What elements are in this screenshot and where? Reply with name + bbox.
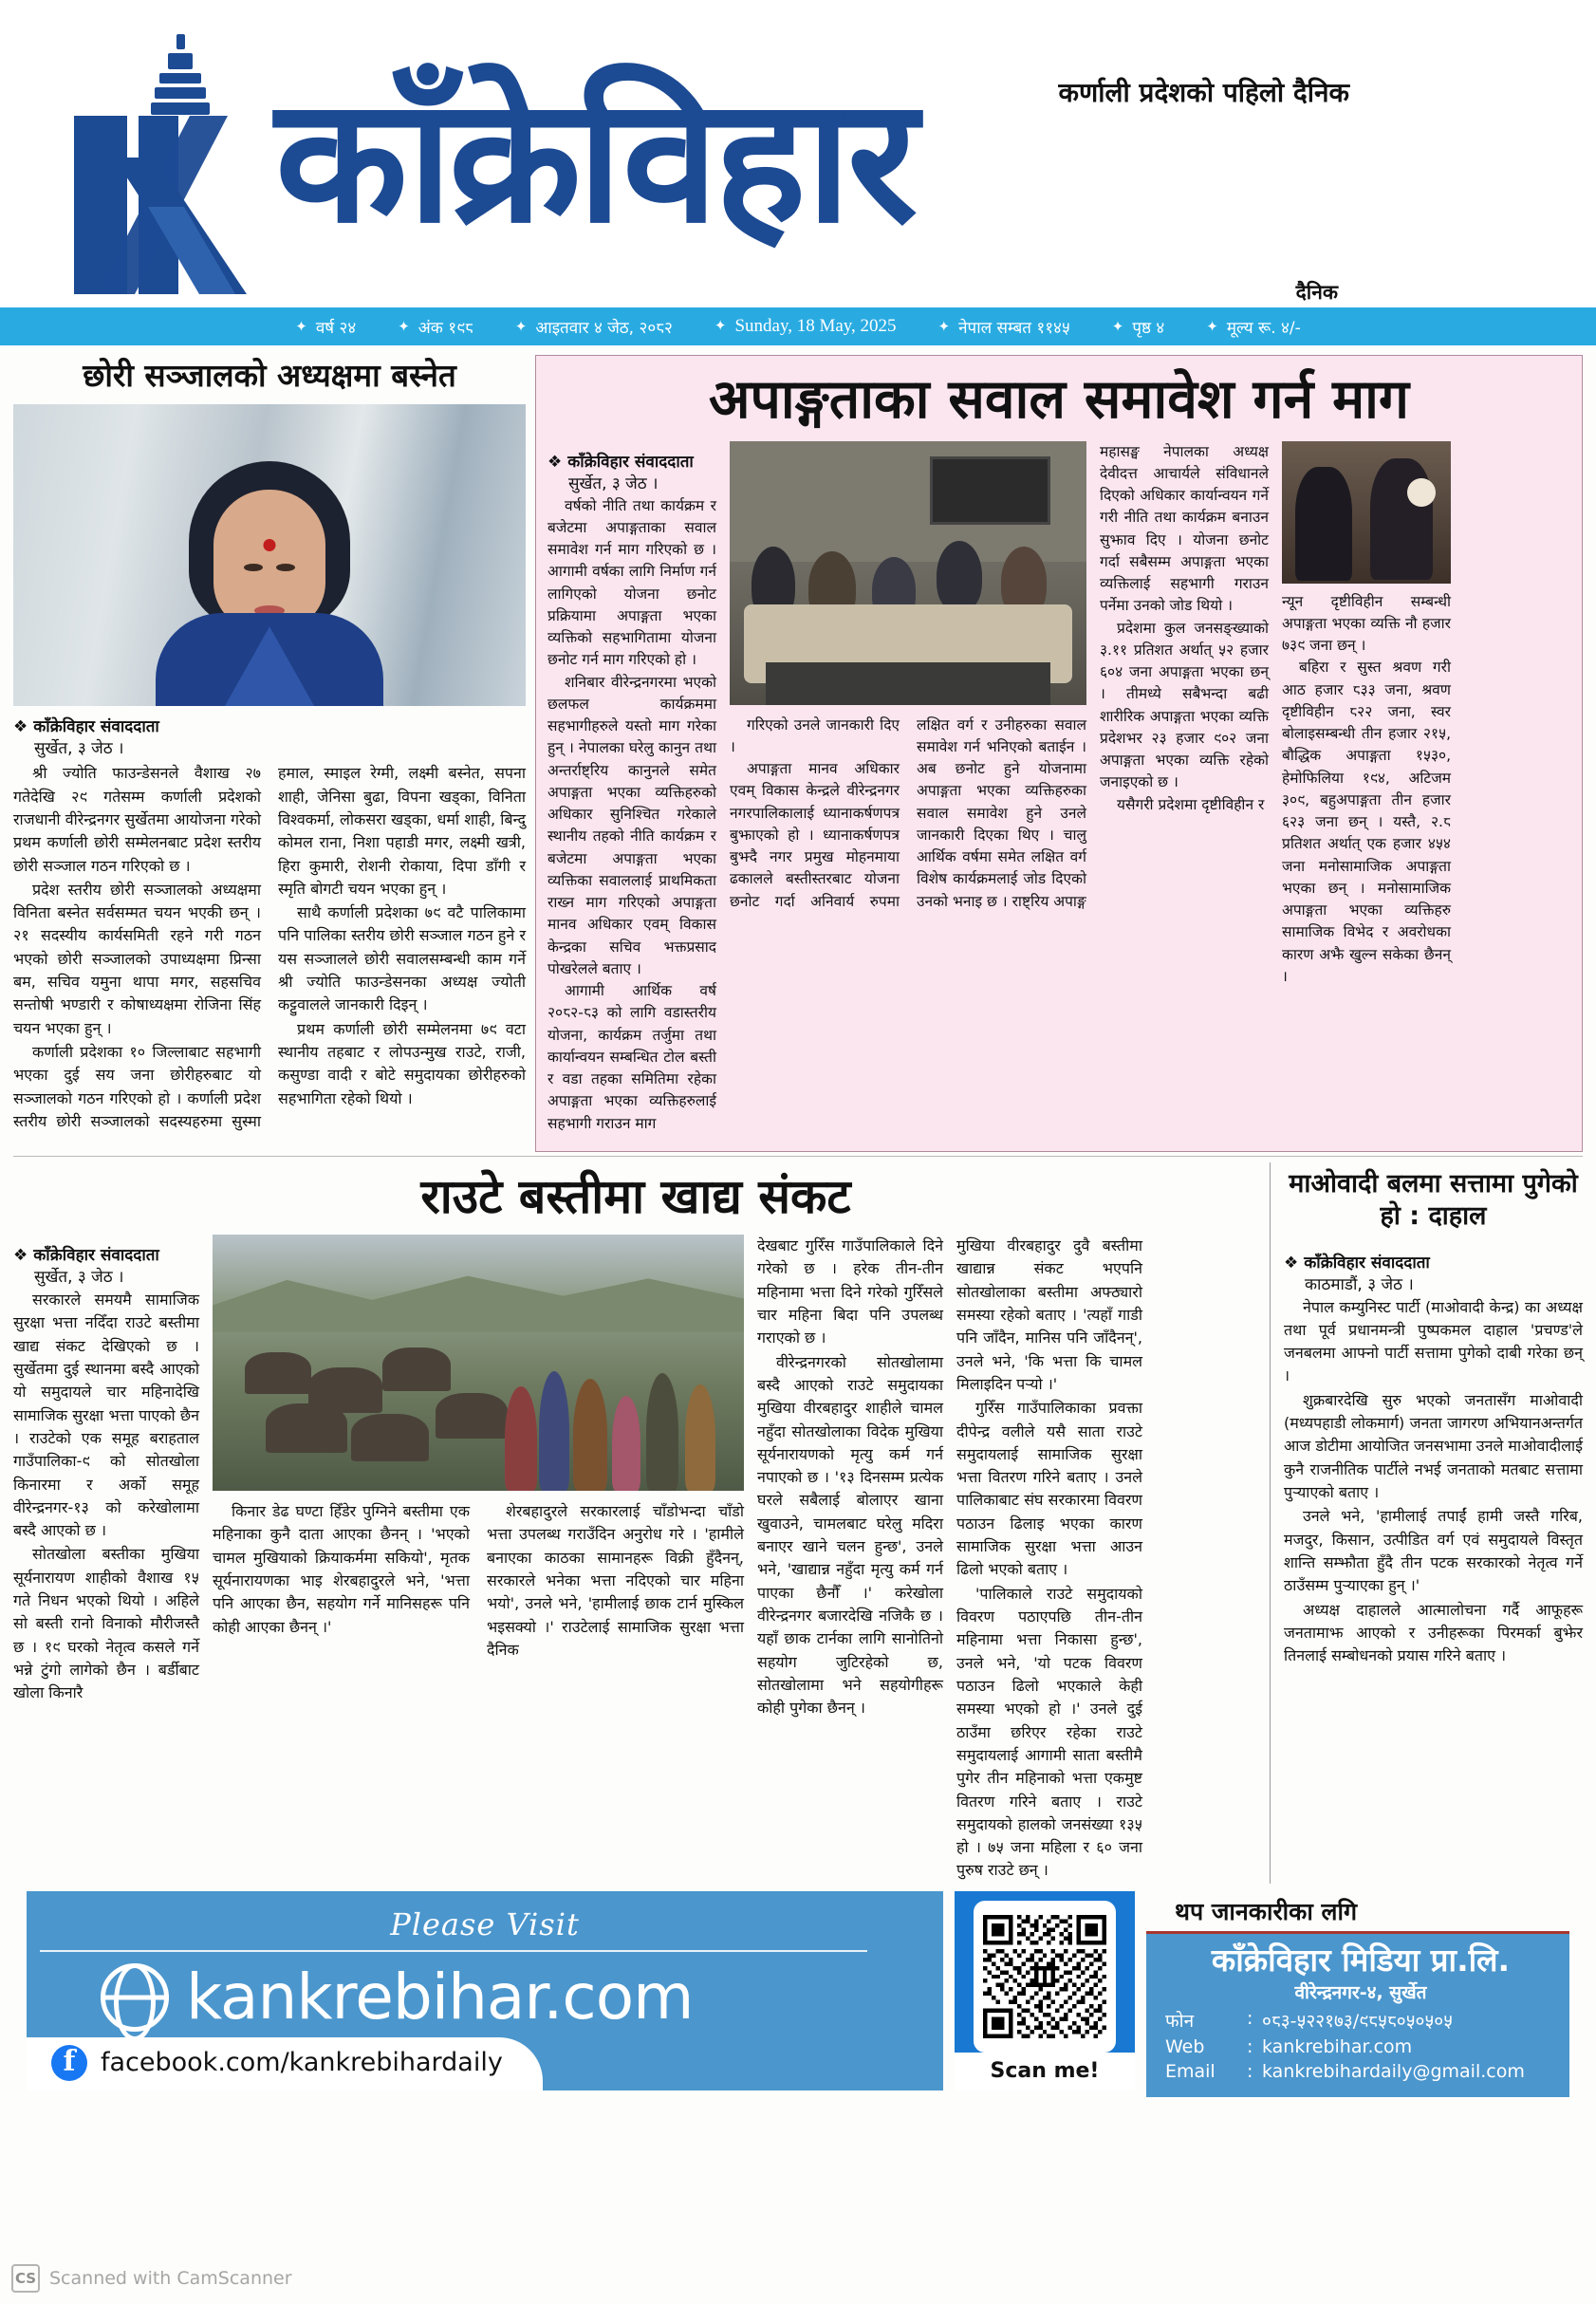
contact-information (1146, 1891, 1569, 2097)
feature-col2-body (730, 713, 1086, 913)
contact-phone-label: फोन (1165, 2011, 1195, 2033)
contact-header-label: थप जानकारीका लगि (1146, 1891, 1569, 1934)
photo-hut (382, 1347, 451, 1391)
raute-column-2 (213, 1235, 744, 1884)
story-apangata-photo-2 (1282, 441, 1451, 584)
raute-column-4 (956, 1235, 1142, 1884)
paragraph: गरिएको उनले जानकारी दिए । (730, 715, 900, 755)
story-dahal-dateline: काठमाडौं, ३ जेठ । (1305, 1274, 1414, 1294)
paragraph: उनले भने, 'हामीलाई तपाईं हामी जस्तै गरिब, मजदुर, किसान, उत्पीडित वर्ग एवं समुदायले विस्तृत शान्ति सम्झौता हुँदै तीन पटक सरकारको नेतृत्व गर्ने ठाउँसम्म पुऱ्याएका हुन् ।' (1284, 1507, 1583, 1595)
story-raute-photo (213, 1235, 744, 1491)
diamond-bullet-icon: ❖ (1284, 1253, 1299, 1273)
story-apangata-dateline: सुर्खेत, ३ जेठ । (568, 474, 659, 493)
qr-phone-frame (974, 1901, 1116, 2053)
paragraph: यसैगरी प्रदेशमा दृष्टीविहीन र (1117, 795, 1265, 813)
feature-col3-body (1100, 441, 1269, 816)
feature-col4-body (1282, 591, 1451, 989)
paragraph: वीरेन्द्रनगरको सोतखोलामा बस्दै आएको राउटे समुदायका मुखिया वीरबहादुर शाहीले चामल नहुँदा सोतखोलाका विदेक मुखिया सूर्यनारायणको मृत्यु कर्म गर्न नपाएको छ । '१३ दिनसम्म प्रत्येक घरले सबैलाई बोलाएर खाना खुवाउने, चामलबाट घरेलु मदिरा बनाएर खाने चलन हुन्छ', उनले भने, 'खाद्यान्न नहुँदा मृत्यु कर्म गर्न पाएका छैनौँ ।' करेखोला वीरेन्द्रनगर बजारदेखि नजिकै छ । यहाँ छाक टार्नका लागि सानोतिनो सहयोग जुटिरहेको छ, सोतखोलामा भने सहयोगीहरू कोही पुगेका छैनन् । (757, 1352, 943, 1718)
info-date-en (694, 316, 918, 337)
kankrebihar-logo-icon (57, 34, 294, 292)
contact-email-label: Email (1165, 2061, 1216, 2083)
photo-bindi (264, 539, 276, 551)
info-date-en-label: Sunday, 18 May, 2025 (734, 316, 897, 336)
camscanner-watermark (11, 2264, 292, 2293)
info-pages (1091, 316, 1186, 338)
story-dahal (1270, 1162, 1583, 1884)
photo-person (646, 1373, 678, 1491)
story-raute-grid (13, 1235, 1258, 1884)
story-raute-headline: राउटे बस्तीमा खाद्य संकट (420, 1169, 851, 1224)
raute-col4-body (956, 1235, 1142, 1883)
raute-column-3 (757, 1235, 943, 1884)
story-chhori-photo (13, 404, 526, 706)
story-chhori-byline-label: काँक्रेविहार संवाददाता (33, 717, 159, 737)
scan-me-label: Scan me! (955, 2053, 1135, 2090)
stupa-icon (147, 34, 213, 124)
paragraph: प्रथम कर्णाली छोरी सम्मेलनमा ७९ वटा स्थानीय तहबाट र लोपउन्मुख राउटे, राजी, कसुण्डा वादी र बोटे समुदायका छोरीहरुको सहभागिता रहेको थियो । (278, 1019, 526, 1107)
paragraph: मुखिया वीरबहादुर दुवै बस्तीमा खाद्यान्न संकट भएपनि सोतखोलाका बस्तीमा अफ्ठ्यारो समस्या रहेको बताए । 'त्यहाँ गाडी पनि जाँदैन, मानिस पनि जाँदैनन्', उनले भने, 'कि भत्ता कि चामल मिलाइदिन पऱ्यो ।' (956, 1236, 1142, 1393)
photo-hut (351, 1414, 429, 1461)
story-raute-dateline: सुर्खेत, ३ जेठ । (34, 1268, 124, 1287)
paragraph: शेरबहादुरले सरकारलाई चाँडोभन्दा चाँडो भत्ता उपलब्ध गराउँदिन अनुरोध गरे । 'हामीले बनाएका काठका सामानहरू विक्री हुँदैनन्, सरकारले भनेका भत्ता नदिएको चार महिना भयो', उनले भने, 'हामीलाई छाक टार्न मुस्किल भइसक्यो ।' राउटेलाई सामाजिक सुरक्षा भत्ता दैनिक (487, 1502, 744, 1659)
paragraph: अध्यक्ष दाहालले आत्मालोचना गर्दै आफूहरू जनतामाझ आएको र उनीहरूका पिरमर्का बुझेर तिनलाई सम्बोधनको प्रयास गरिने बताए । (1284, 1600, 1583, 1665)
contact-web-value[interactable]: kankrebihar.com (1262, 2036, 1413, 2058)
paragraph: 'पालिकाले राउटे समुदायको विवरण पठाएपछि तीन-तीन महिनामा भत्ता निकासा हुन्छ', उनले भने, 'यो पटक विवरण पठाउन ढिलो भएकाले केही समस्या भएको हो ।' उनले दुई ठाउँमा छरिएर रहेका राउटे समुदायलाई आगामी साता बस्तीमै पुगेर तीन महिनाको भत्ता एकमुष्ट वितरण गरिने बताए । राउटे समुदायको हालको जनसंख्या १३५ हो । ७५ जना महिला र ६० जना पुरुष राउटे छन् । (956, 1584, 1142, 1880)
feature-column-3 (1100, 441, 1269, 1135)
contact-separator: : (1247, 2036, 1253, 2058)
paragraph: श्री ज्योति फाउन्डेसनले वैशाख २७ गतेदेखि २९ गतेसम्म कर्णाली प्रदेशको राजधानी वीरेन्द्रनगर सुर्खेतमा आयोजना गरेको प्रथम कर्णाली छोरी सम्मेलनबाट प्रदेश स्तरीय छोरी सञ्जाल गठन गरिएको छ । (13, 764, 261, 875)
website-advertisement[interactable] (27, 1891, 943, 2090)
footer-section (13, 1884, 1583, 2097)
globe-icon (101, 1963, 169, 2032)
story-apangata-headline: अपाङ्गताका सवाल समावेश गर्न माग (708, 368, 1410, 431)
contact-separator: : (1247, 2008, 1253, 2030)
paragraph: शुक्रबारदेखि सुरु भएको जनतासँग माओवादी (मध्यपहाडी लोकमार्ग) जनता जागरण अभियानअन्तर्गत आज डोटीमा आयोजित जनसभामा उनले माओवादीलाई कुनै राजनीतिक पार्टीले नभई जनताको मतबाट सत्तामा पुऱ्याएको बताए । (1284, 1390, 1583, 1501)
info-price (1185, 316, 1322, 338)
story-dahal-headline: माओवादी बलमा सत्तामा पुगेको हो : दाहाल (1289, 1169, 1578, 1231)
info-year-label: वर्ष २४ (315, 318, 357, 338)
diamond-icon: ✦ (937, 317, 951, 335)
facebook-link[interactable] (27, 2037, 543, 2090)
contact-address: वीरेन्द्रनगर-४, सुर्खेत (1294, 1982, 1427, 2004)
photo-person (539, 1371, 569, 1491)
paragraph: आगामी आर्थिक वर्ष २०८२-८३ को लागि वडास्तरीय योजना, कार्यक्रम तर्जुमा तथा कार्यान्वयन सम्बन्धित टोल बस्ती र वडा तहका समितिमा रहेका अपाङ्गता भएका व्यक्तिहरुलाई सहभागी गराउन माग (547, 982, 716, 1132)
story-chhori-body (13, 760, 526, 1133)
paragraph: शनिबार वीरेन्द्रनगरमा भएको छलफल कार्यक्रममा सहभागीहरुले यस्तो माग गरेका हुन् । नेपालका घरेलु कानुन तथा अन्तर्राष्ट्रिय कानुनले समेत अपाङ्गता भएका व्यक्तिहरुको अधिकार सुनिश्चित गरेकाले स्थानीय तहको नीति कार्यक्रम र बजेटमा अपाङ्गता भएका व्यक्तिका सवाललाई प्राथमिकता राख्न माग गरिएको अपाङ्गता मानव अधिकार एवम् विकास केन्द्रका सचिव भक्तप्रसाद पोखरेलले बताए । (547, 673, 716, 977)
photo-person (573, 1379, 607, 1491)
paragraph: नेपाल कम्युनिस्ट पार्टी (माओवादी केन्द्र) का अध्यक्ष तथा पूर्व प्रधानमन्त्री पुष्पकमल दाहाल 'प्रचण्ड'ले जनबलमा आफ्नो पार्टी सत्तामा पुगेको दाबी गरेका छन् । (1284, 1297, 1583, 1385)
paragraph: कर्णाली प्रदेशका १० जिल्लाबाट सहभागी भएका दुई सय जना छोरीहरुबाट यो सञ्जालको गठन गरिएको हो । कर्णाली प्रदेश स्तरीय छोरी सञ्जालको सदस्यहरुमा सुस्मा हमाल, स्माइल रेग्मी, लक्ष्मी बस्नेत, सपना शाही, जेनिसा बुढा, विपना खड्का, विनिता विश्वकर्मा, लोकसरा खड्का, धर्मा शाही, बिन्दु कोमल राना, निशा पहाडी मगर, लक्ष्मी खत्री, हिरा कुमारी, रोशनी रोकाया, दिपा डाँगी र स्मृति बोगटी चयन भएका हुन् । (13, 764, 526, 1130)
story-raute (13, 1162, 1258, 1884)
facebook-url-label: facebook.com/kankrebihardaily (101, 2048, 503, 2078)
contact-separator: : (1247, 2061, 1253, 2083)
paragraph: गुरिँस गाउँपालिकाका प्रवक्ता दीपेन्द्र वलीले यसै साता राउटे समुदायलाई सामाजिक सुरक्षा भत्ता वितरण गरिने बताए । उनले पालिकाबाट संघ सरकारमा विवरण पठाउन ढिलाइ भएका कारण सामाजिक सुरक्षा भत्ता आउन ढिलो भएको बताए । (956, 1399, 1142, 1579)
photo-raute-people (499, 1286, 744, 1491)
photo-hut (245, 1352, 311, 1394)
story-apangata-feature (535, 355, 1583, 1152)
diamond-icon: ✦ (1206, 317, 1218, 335)
diamond-icon: ✦ (714, 318, 727, 334)
photo-flower (1407, 478, 1436, 507)
diamond-bullet-icon: ❖ (13, 1246, 28, 1265)
qr-code-panel (955, 1891, 1135, 2090)
paragraph: प्रदेशमा कुल जनसङ्ख्याको ३.११ प्रतिशत अर्थात् ५२ हजार ६०४ जना अपाङ्गता भएका छन् । तीमध्ये सबैभन्दा बढी शारीरिक अपाङ्गता भएका व्यक्ति प्रदेशभर २३ हजार ९०२ जना अपाङ्गता भएका व्यक्ति रहेको जनाइएको छ । (1100, 619, 1269, 791)
photo-eye-left (276, 564, 295, 571)
raute-col1-body (13, 1289, 199, 1705)
story-chhori-dateline: सुर्खेत, ३ जेठ । (34, 739, 124, 759)
story-apangata-byline (547, 441, 716, 472)
facebook-icon: f (51, 2045, 87, 2081)
photo-table-front (766, 662, 1051, 704)
paragraph: सरकारले समयमै सामाजिक सुरक्षा भत्ता नदिँदा राउटे बस्तीमा खाद्य संकट देखिएको छ । सुर्खेतमा दुई स्थानमा बस्दै आएको यो समुदायले चार महिनादेखि सामाजिक सुरक्षा भत्ता पाएको छैन । राउटेको एक समूह बराहताल गाउँपालिका-९ को सोतखोला किनारमा र अर्को समूह वीरेन्द्रनगर-१३ को करेखोलामा बस्दै आएको छ । (13, 1291, 199, 1540)
masthead (0, 0, 1596, 306)
ad-url-row (27, 1952, 943, 2032)
contact-row-web (1165, 2033, 1556, 2057)
paragraph: किनार डेढ घण्टा हिँडेर पुग्निने बस्तीमा एक महिनाका कुनै दाता आएका छैनन् । 'भएको चामल मुखियाको क्रियाकर्ममा सकियो', मृतक सूर्यनारायणका भाइ शेरबहादुरले भने, 'भत्ता पनि आएका छैन, सहयोग गर्ने मानिसहरू पनि कोही आएका छैनन् ।' (213, 1502, 470, 1636)
story-apangata-grid (547, 441, 1570, 1135)
ad-website-url[interactable]: kankrebihar.com (186, 1960, 694, 2034)
raute-col2-body (213, 1498, 744, 1662)
story-dahal-body (1284, 1296, 1583, 1668)
masthead-info-bar (0, 306, 1596, 345)
contact-row-phone (1165, 2004, 1556, 2033)
middle-section (13, 1157, 1583, 1884)
story-apangata-byline-label: काँक्रेविहार संवाददाता (567, 452, 694, 472)
diamond-icon: ✦ (514, 317, 528, 335)
story-apangata-photo (730, 441, 1086, 705)
story-dahal-byline (1284, 1242, 1583, 1273)
ad-please-visit-label: Please Visit (390, 1905, 580, 1942)
paragraph: बहिरा र सुस्त श्रवण गरी आठ हजार ८३३ जना, श्रवण दृष्टीविहीन ८२२ जना, स्वर बोलाइसम्बन्धी तीन हजार २१५, बौद्धिक अपाङ्गता १५३०, हेमोफिलिया १९४, अटिजम ३०९, बहुअपाङ्गता तीन हजार ६२३ जना छन् । यस्तै, २.८ प्रतिशत अर्थात् एक हजार ४५४ जना मनोसामाजिक अपाङ्गता भएका छन् । मनोसामाजिक अपाङ्गता भएका व्यक्तिहरु सामाजिक विभेद र अवरोधका कारण अझै खुल्न सकेका छैनन् । (1282, 659, 1451, 985)
diamond-bullet-icon: ❖ (547, 452, 563, 472)
photo-person (685, 1384, 715, 1491)
raute-column-1 (13, 1235, 199, 1884)
diamond-bullet-icon: ❖ (13, 717, 28, 737)
top-section (13, 345, 1583, 1152)
photo-screen (930, 456, 1051, 525)
photo-hut (436, 1393, 508, 1439)
masthead-tagline-top: कर्णाली प्रदेशको पहिलो दैनिक (1058, 77, 1349, 108)
page-content (0, 345, 1596, 2097)
photo-person (612, 1396, 640, 1491)
info-date-ne-label: आइतवार ४ जेठ, २०८२ (535, 318, 673, 338)
info-price-label: मूल्य रू. ४/- (1226, 318, 1301, 338)
contact-email-value[interactable]: kankrebihardaily@gmail.com (1262, 2061, 1525, 2083)
photo-person (151, 461, 388, 706)
contact-row-email (1165, 2057, 1556, 2082)
photo-hut (266, 1403, 347, 1453)
info-issue-label: अंक १९८ (418, 318, 473, 338)
story-dahal-byline-label: काँक्रेविहार संवाददाता (1304, 1253, 1430, 1273)
info-pages-label: पृष्ठ ४ (1132, 318, 1165, 338)
photo-attendee (1370, 458, 1433, 580)
diamond-icon: ✦ (398, 317, 410, 335)
paragraph: देखबाट गुरिँस गाउँपालिकाले दिने गरेको छ । हरेक तीन-तीन महिनामा भत्ता दिने गरेको गुरिँसले चार महिना बिदा पनि उपलब्ध गराएको छ । (757, 1236, 943, 1347)
paragraph: साथै कर्णाली प्रदेशका ७९ वटै पालिकामा पनि पालिका स्तरीय छोरी सञ्जाल गठन हुने र यस सञ्जालले छोरी सवालसम्बन्धी काम गर्ने श्री ज्योति फाउन्डेसनका अध्यक्ष ज्योती कट्टुवालले जानकारी दिइन् । (278, 903, 526, 1014)
info-issue (377, 316, 494, 338)
logo-k-bars-icon (57, 116, 294, 294)
qr-code-icon[interactable] (983, 1910, 1106, 2043)
photo-attendee (937, 541, 982, 611)
camscanner-icon: CS (11, 2264, 40, 2293)
story-chhori-byline (13, 706, 526, 736)
paragraph: न्यून दृष्टीविहीन सम्बन्धी अपाङ्गता भएका व्यक्ति नौ हजार ७३९ जना छन् । (1282, 592, 1451, 655)
masthead-tagline-bottom: दैनिक (1295, 281, 1338, 304)
feature-col1-body (547, 495, 716, 1135)
paragraph: महासङ्घ नेपालका अध्यक्ष देवीदत्त आचार्यले संविधानले दिएको अधिकार कार्यान्वयन गर्ने गरी नीति तथा कार्यक्रम बनाउन सुझाव दिए । योजना छनोट गर्दा सबैसम्म अपाङ्गता भएका व्यक्तिलाई सहभागी गराउन पर्नेमा उनको जोड थियो । (1100, 442, 1269, 615)
raute-col3-body (757, 1235, 943, 1720)
masthead-wordmark (275, 25, 1366, 304)
paragraph: सोतखोला बस्तीका मुखिया सूर्यनारायण शाहीको वैशाख १५ गते निधन भएको थियो । अहिले सो बस्ती रानो विनाको मौरीजस्तै छ । १९ घरको नेतृत्व कसले गर्ने भन्ने टुंगो लागेको छैन । बर्डीबाट खोला किनारै (13, 1545, 199, 1702)
paragraph: वर्षको नीति तथा कार्यक्रम र बजेटमा अपाङ्गताका सवाल समावेश गर्न माग गरिएको छ । आगामी वर्षका लागि निर्माण गर्न लागिएको योजना छनोट प्रक्रियामा अपाङ्गता भएका व्यक्तिको सहभागितामा योजना छनोट गर्न माग गरिएको हो । (547, 496, 716, 669)
photo-face (213, 490, 325, 632)
info-date-ne (494, 316, 694, 338)
story-chhori-headline: छोरी सञ्जालको अध्यक्षमा बस्नेत (83, 357, 456, 394)
info-year (274, 316, 377, 338)
feature-column-4 (1282, 441, 1451, 1135)
feature-column-1 (547, 441, 716, 1135)
contact-web-label: Web (1165, 2036, 1205, 2058)
info-nepal-sambat (918, 316, 1091, 338)
paragraph: अपाङ्गता मानव अधिकार एवम् विकास केन्द्रले वीरेन्द्रनगर नगरपालिकालाई ध्यानाकर्षणपत्र बुझाएको हो । ध्यानाकर्षणपत्र बुझ्दै नगर प्रमुख मोहनमाया ढकालले बस्तीस्तरबाट योजना छनोट गर्दा अनिवार्य रुपमा लक्षित वर्ग र उनीहरुका सवाल समावेश गर्न भनिएको बताईन । अब छनोट हुने योजनामा अपाङ्गता भएका व्यक्तिहरुका सवाल समावेश हुने उनले जानकारी दिएका थिए । चालु आर्थिक वर्षमा समेत लक्षित वर्ग विशेष कार्यक्रमलाई जोड दिएको उनको भनाइ छ । राष्ट्रिय अपाङ्ग (730, 715, 1086, 910)
camscanner-label: Scanned with CamScanner (49, 2268, 292, 2289)
contact-phone-value: ०८३-५२२१७३/९८५८०५०५०५ (1262, 2011, 1453, 2033)
info-nepal-sambat-label: नेपाल सम्बत ११४५ (958, 318, 1070, 338)
diamond-icon: ✦ (1111, 317, 1124, 335)
contact-company-name: काँक्रेविहार मिडिया प्रा.लि. (1211, 1941, 1511, 1979)
masthead-title: काँक्रेविहार (275, 60, 915, 261)
story-raute-byline (13, 1235, 199, 1265)
feature-column-2 (730, 441, 1086, 1135)
diamond-icon: ✦ (295, 317, 307, 335)
story-raute-byline-label: काँक्रेविहार संवाददाता (33, 1246, 159, 1265)
photo-attendee (1295, 467, 1352, 581)
story-chhori-sanjal (13, 355, 526, 1152)
contact-details (1146, 1934, 1569, 2097)
paragraph: प्रदेश स्तरीय छोरी सञ्जालको अध्यक्षमा विनिता बस्नेत सर्वसम्मत चयन भएकी छन् । २१ सदस्यीय कार्यसमिती रहने गरी गठन भएको छोरी सञ्जालको उपाध्यक्षमा प्रिन्सा बम, सचिव यमुना थापा मगर, सहसचिव सन्तोषी भण्डारी र कोषाध्यक्षमा रोजिना सिंह चयन भएका हुन् । (13, 880, 261, 1037)
photo-eye-right (244, 564, 263, 571)
photo-person (505, 1386, 537, 1491)
